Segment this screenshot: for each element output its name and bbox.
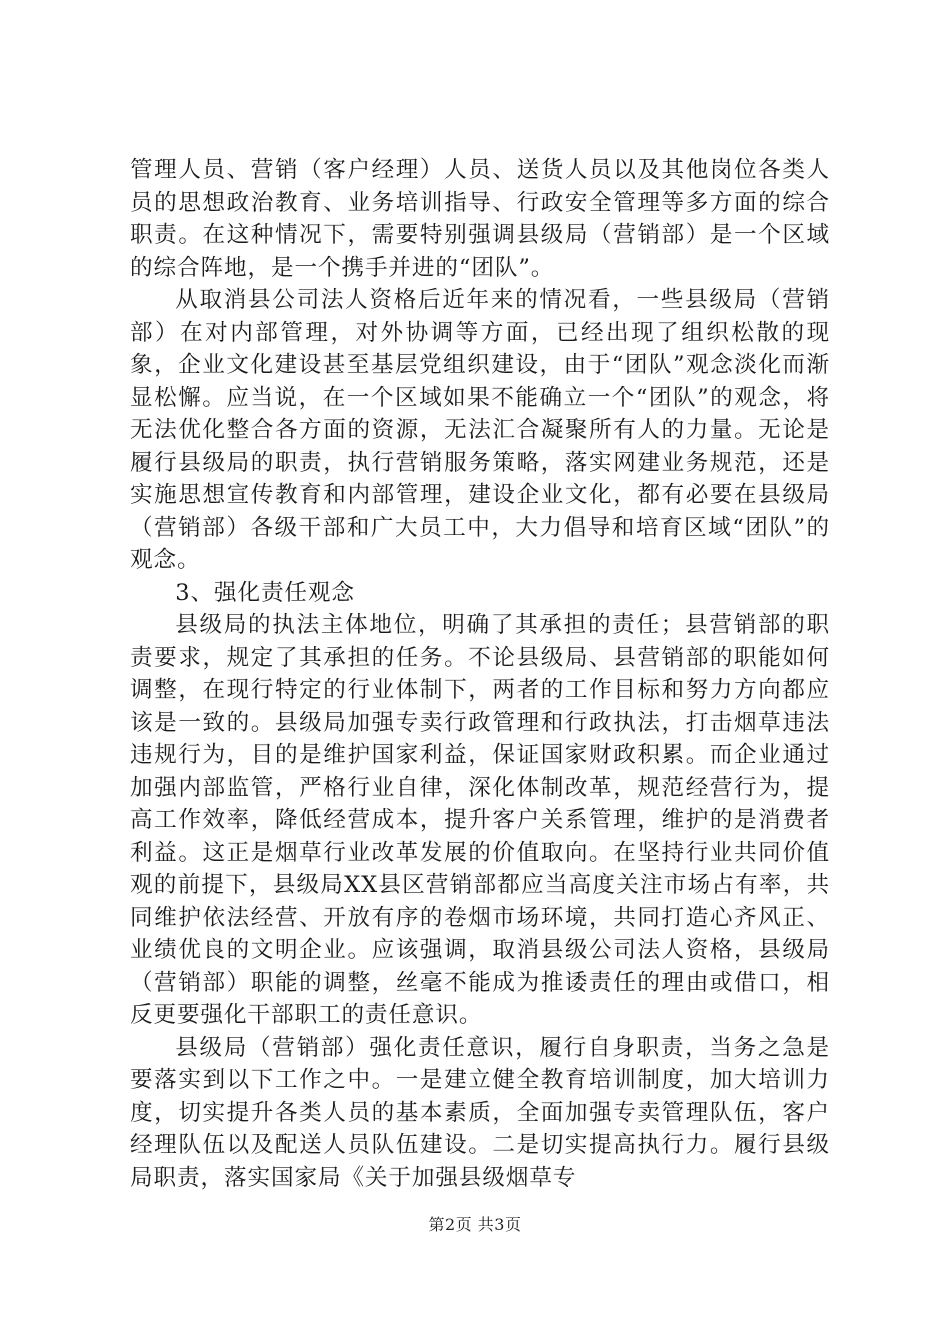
document-body <box>130 154 830 1194</box>
section-heading-responsibility: 3、强化责任观念 <box>175 579 355 606</box>
page-footer: 第2页 共3页 <box>428 1215 522 1234</box>
paragraph-responsibility: 县级局的执法主体地位，明确了其承担的责任；县营销部的职责要求，规定了其承担的任务。不论县级局、县营销部的职能如何调整，在现行特定的行业体制下，两者的工作目标和努力方向都应该是一致的。县级局加强专卖行政管理和行政执法，打击烟草违法违规行为，目的是维护国家利益，保证国家财政积累。而企业通过加强内部监管，严格行业自律，深化体制改革，规范经营行为，提高工作效率，降低经营成本，提升客户关系管理，维护的是消费者利益。这正是烟草行业改革发展的价值取向。在坚持行业共同价值观的前提下，县级局XX县区营销部都应当高度关注市场占有率，共同维护依法经营、开放有序的卷烟市场环境，共同打造心齐风正、业绩优良的文明企业。应该强调，取消县级公司法人资格，县级局（营销部）职能的调整，丝毫不能成为推诿责任的理由或借口，相反更要强化干部职工的责任意识。 <box>130 612 830 1028</box>
paragraph-team-concept: 从取消县公司法人资格后近年来的情况看，一些县级局（营销部）在对内部管理，对外协调等方面，已经出现了组织松散的现象，企业文化建设甚至基层党组织建设，由于“团队”观念淡化而渐显松懈。应当说，在一个区域如果不能确立一个“团队”的观念，将无法优化整合各方面的资源，无法汇合凝聚所有人的力量。无论是履行县级局的职责，执行营销服务策略，落实网建业务规范，还是实施思想宣传教育和内部管理，建设企业文化，都有必要在县级局（营销部）各级干部和广大员工中，大力倡导和培育区域“团队”的观念。 <box>130 287 830 573</box>
paragraph-responsibility-actions: 县级局（营销部）强化责任意识，履行自身职责，当务之急是要落实到以下工作之中。一是建立健全教育培训制度，加大培训力度，切实提升各类人员的基本素质，全面加强专卖管理队伍，客户经理队伍以及配送人员队伍建设。二是切实提高执行力。履行县级局职责，落实国家局《关于加强县级烟草专 <box>130 1034 830 1191</box>
paragraph-continuation: 管理人员、营销（客户经理）人员、送货人员以及其他岗位各类人员的思想政治教育、业务培训指导、行政安全管理等多方面的综合职责。在这种情况下，需要特别强调县级局（营销部）是一个区域的综合阵地，是一个携手并进的“团队”。 <box>130 157 830 281</box>
